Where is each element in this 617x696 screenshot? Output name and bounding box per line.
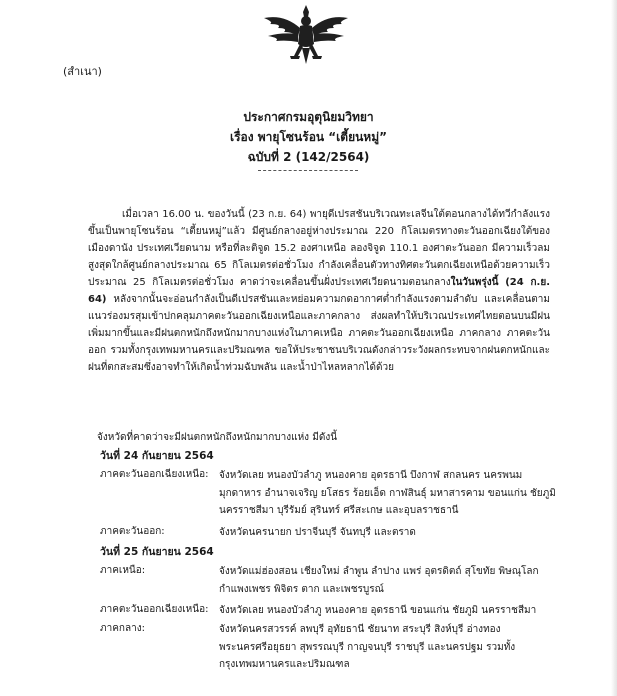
region-label: ภาคตะวันออก: [100,526,165,537]
body-bold-date: ในวันพรุ่งนี้ (24 ก.ย. 64) [88,277,551,305]
copy-mark: (สำเนา) [63,65,102,78]
province-list: จังหวัดเลย หนองบัวลำภู หนองคาย อุดรธานี ขอนแก่น ชัยภูมิ นครราชสีมา [219,605,537,616]
province-list: จังหวัดนครสวรรค์ ลพบุรี อุทัยธานี ชัยนาท สระบุรี สิงห์บุรี อ่างทอง พระนครศรีอยุธยา สุพรรณบุรี กาญจนบุรี ราชบุรี และนครปฐม รวมทั้งกรุงเทพมหานครและปริมณฑล [219,624,516,670]
forecast-intro: จังหวัดที่คาดว่าจะมีฝนตกหนักถึงหนักมากบางแห่ง มีดังนี้ [97,432,338,443]
region-label: ภาคตะวันออกเฉียงเหนือ: [100,469,209,480]
announcement-title: ประกาศกรมอุตุนิยมวิทยา [243,110,374,124]
announcement-body [88,206,550,376]
garuda-emblem-icon [260,4,352,66]
region-label: ภาคเหนือ: [100,565,146,576]
region-label: ภาคตะวันออกเฉียงเหนือ: [100,604,209,615]
region-label: ภาคกลาง: [100,623,145,634]
announcement-subject: เรื่อง พายุโซนร้อน “เตี้ยนหมู่” [229,130,388,144]
body-text-part-1: เมื่อเวลา 16.00 น. ของวันนี้ (23 ก.ย. 64) พายุดีเปรสชันบริเวณทะเลจีนใต้ตอนกลางได้ทวีกำลังแรงขึ้นเป็นพายุโซนร้อน “เตี้ยนหมู่”แล้ว มีศูนย์กลางอยู่ห่างประมาณ 220 กิโลเมตรทางตะวันออกเฉียงใต้ของเมืองดานัง ประเทศเวียดนาม หรือที่ละติจูด 15.2 องศาเหนือ ลองจิจูด 110.1 องศาตะวันออก มีความเร็วลมสูงสุดใกล้ศูนย์กลางประมาณ 65 กิโลเมตรต่อชั่วโมง กำลังเคลื่อนตัวทางทิศตะวันตกเฉียงเหนือด้วยความเร็วประมาณ 25 กิโลเมตรต่อชั่วโมง คาดว่าจะเคลื่อนขึ้นฝั่งประเทศเวียดนามตอนกลาง [88,209,550,288]
announcement-issue: ฉบับที่ 2 (142/2564) [247,150,370,164]
forecast-date-day-1: วันที่ 24 กันยายน 2564 [100,450,214,462]
province-list: จังหวัดเลย หนองบัวลำภู หนองคาย อุดรธานี บึงกาฬ สกลนคร นครพนม มุกดาหาร อำนาจเจริญ ยโสธร ร้อยเอ็ด กาฬสินธุ์ มหาสารคาม ขอนแก่น ชัยภูมิ นครราชสีมา บุรีรัมย์ สุรินทร์ ศรีสะเกษ และอุบลราชธานี [219,470,556,516]
title-divider [258,170,358,171]
province-list: จังหวัดนครนายก ปราจีนบุรี จันทบุรี และตราด [219,527,416,538]
page-edge-shadow [611,0,617,696]
forecast-date-day-2: วันที่ 25 กันยายน 2564 [100,546,214,558]
province-list: จังหวัดแม่ฮ่องสอน เชียงใหม่ ลำพูน ลำปาง แพร่ อุตรดิตถ์ สุโขทัย พิษณุโลก กำแพงเพชร พิจิตร ตาก และเพชรบูรณ์ [219,566,539,595]
body-text-part-2: หลังจากนั้นจะอ่อนกำลังเป็นดีเปรสชันและหย่อมความกดอากาศต่ำกำลังแรงตามลำดับ และเคลื่อนตามแนวร่องมรสุมเข้าปกคลุมภาคตะวันออกเฉียงเหนือและภาคกลาง ส่งผลทำให้บริเวณประเทศไทยตอนบนมีฝนเพิ่มมากขึ้นและมีฝนตกหนักถึงหนักมากบางแห่งในภาคเหนือ ภาคตะวันออกเฉียงเหนือ ภาคกลาง ภาคตะวันออก รวมทั้งกรุงเทพมหานครและปริมณฑล ขอให้ประชาชนบริเวณดังกล่าวระวังผลกระทบจากฝนตกหนักและฝนที่ตกสะสมซึ่งอาจทำให้เกิดน้ำท่วมฉับพลัน และน้ำป่าไหลหลากได้ด้วย [88,294,550,373]
